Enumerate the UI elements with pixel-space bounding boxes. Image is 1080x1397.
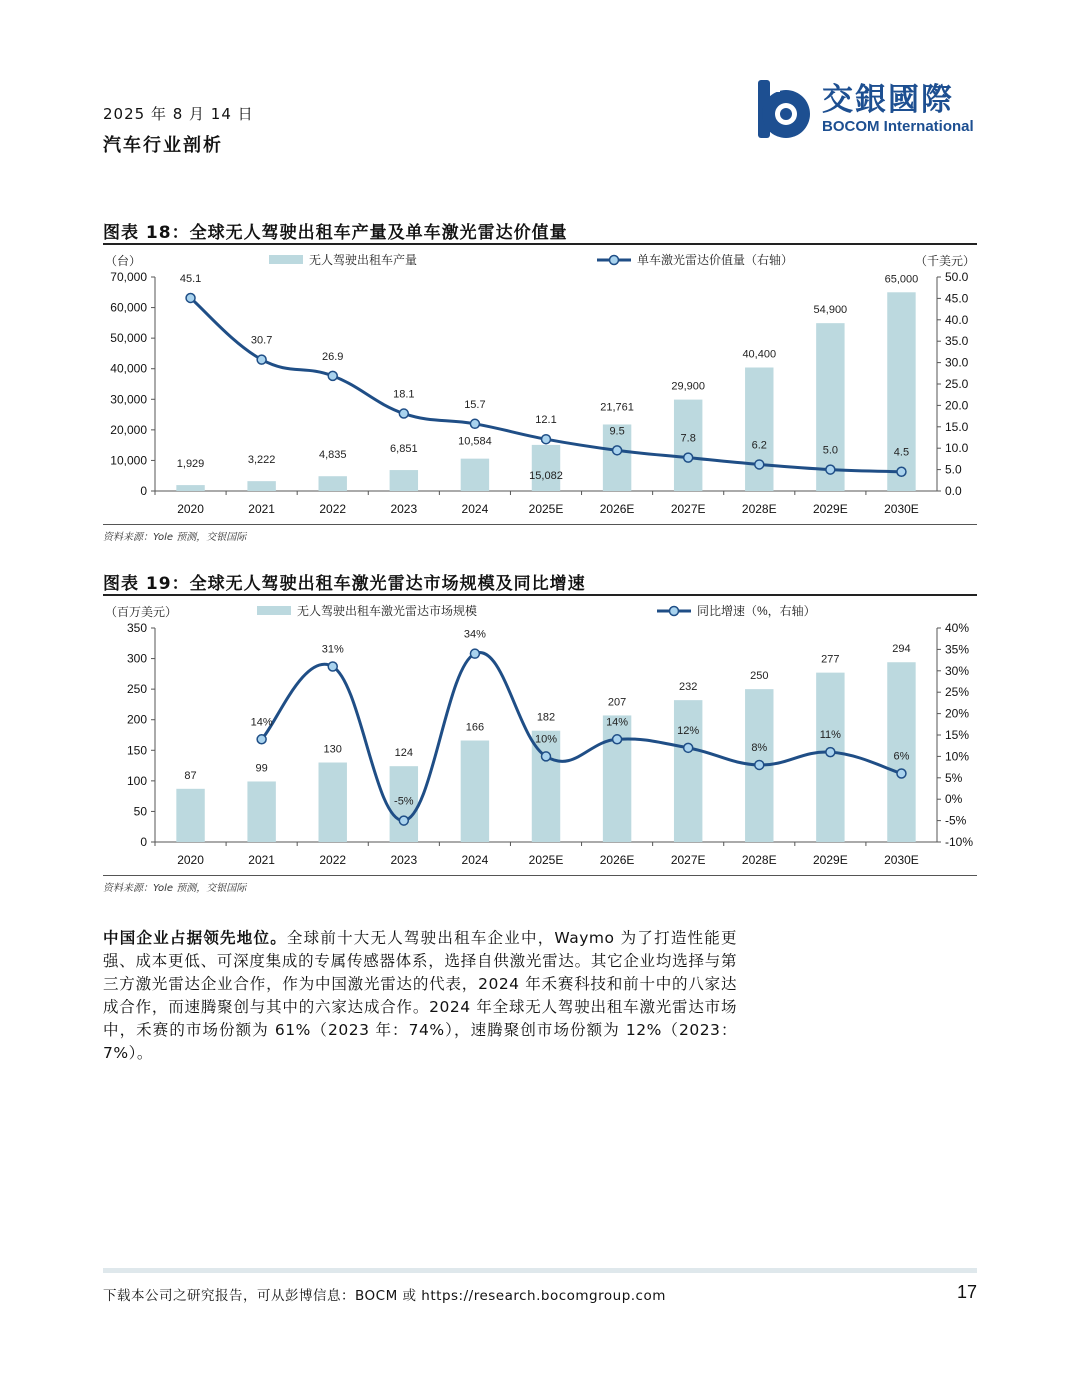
bar-value-label: 1,929 <box>176 458 205 471</box>
right-tick-label: 5% <box>945 770 963 785</box>
footer-bar <box>103 1268 977 1273</box>
line-marker <box>328 662 337 671</box>
bar <box>745 367 773 491</box>
left-tick-label: 0 <box>140 484 147 498</box>
line-marker <box>826 465 835 474</box>
figure-18-chart <box>103 245 977 523</box>
bar-value-label: 207 <box>607 696 627 709</box>
bar-value-label: 166 <box>465 721 485 734</box>
line-marker <box>755 760 764 769</box>
legend-line-marker <box>670 607 679 616</box>
right-tick-label: 25% <box>945 685 970 700</box>
line-value-label: 9.5 <box>609 425 625 438</box>
left-tick-label: 50,000 <box>110 331 147 346</box>
left-tick-label: 300 <box>126 651 147 666</box>
right-tick-label: 10% <box>945 749 970 764</box>
bar-value-label: 3,222 <box>247 454 276 467</box>
x-tick-label: 2023 <box>390 502 418 516</box>
bocom-logo <box>752 76 982 142</box>
right-tick-label: 45.0 <box>945 291 969 306</box>
right-tick-label: 30.0 <box>945 355 969 370</box>
left-tick-label: 200 <box>126 712 147 727</box>
line-value-label: 4.5 <box>893 446 910 459</box>
right-tick-label: 30% <box>945 663 970 678</box>
bar-value-label: 130 <box>323 743 342 756</box>
right-tick-label: 20.0 <box>945 398 969 413</box>
x-tick-label: 2024 <box>461 502 489 516</box>
bar-value-label: 250 <box>750 670 769 683</box>
left-tick-label: 0 <box>140 835 147 849</box>
line-value-label: 12% <box>677 724 700 737</box>
bar <box>176 789 204 842</box>
figure-19-chart <box>103 596 977 874</box>
bar-value-label: 15,082 <box>529 469 563 482</box>
line-value-label: 30.7 <box>250 334 273 347</box>
x-tick-label: 2022 <box>319 502 347 516</box>
x-tick-label: 2027E <box>670 853 706 867</box>
x-tick-label: 2023 <box>390 853 418 867</box>
line-marker <box>257 355 266 364</box>
x-tick-label: 2020 <box>177 502 204 516</box>
bar <box>319 763 347 842</box>
line-marker <box>328 371 337 380</box>
legend-bar-label: 无人驾驶出租车激光雷达市场规模 <box>297 604 478 618</box>
x-tick-label: 2025E <box>528 502 564 516</box>
left-tick-label: 40,000 <box>110 361 147 376</box>
left-tick-label: 10,000 <box>110 453 147 468</box>
x-tick-label: 2021 <box>248 853 275 867</box>
logo-english-text: BOCOM International <box>822 118 974 135</box>
line-value-label: -5% <box>394 795 414 808</box>
x-tick-label: 2028E <box>741 853 777 867</box>
left-axis-unit: （百万美元） <box>105 605 178 619</box>
logo-chinese-text: 交銀國際 <box>822 82 954 118</box>
line-marker <box>826 748 835 757</box>
left-tick-label: 250 <box>126 682 147 697</box>
line-marker <box>542 752 551 761</box>
paragraph-lead: 中国企业占据领先地位。 <box>103 929 287 947</box>
left-tick-label: 60,000 <box>110 300 147 315</box>
legend-line-label: 单车激光雷达价值量（右轴） <box>637 253 794 267</box>
legend-bar-swatch <box>257 606 291 615</box>
line-marker <box>897 769 906 778</box>
right-tick-label: -5% <box>945 813 967 828</box>
legend-bar-label: 无人驾驶出租车产量 <box>309 253 418 267</box>
line-marker <box>897 467 906 476</box>
left-tick-label: 350 <box>126 621 147 635</box>
line-value-label: 18.1 <box>393 388 415 401</box>
left-tick-label: 50 <box>133 804 147 819</box>
legend-line-label: 同比增速（%，右轴） <box>697 604 816 618</box>
line-value-label: 31% <box>321 643 344 656</box>
right-tick-label: 35.0 <box>945 334 969 349</box>
line-value-label: 6.2 <box>751 439 767 452</box>
bar-value-label: 182 <box>536 711 556 724</box>
right-tick-label: 50.0 <box>945 270 969 284</box>
right-tick-label: 15.0 <box>945 419 969 434</box>
right-tick-label: 10.0 <box>945 441 969 456</box>
x-tick-label: 2028E <box>741 502 777 516</box>
line-marker <box>257 735 266 744</box>
bar-value-label: 124 <box>394 747 413 760</box>
bocom-logo-icon <box>752 76 818 142</box>
bar-value-label: 99 <box>255 762 268 775</box>
bar <box>319 476 347 491</box>
footer-download-text: 下载本公司之研究报告，可从彭博信息：BOCM 或 https://research.bocomgroup.com <box>103 1288 666 1304</box>
line-value-label: 11% <box>819 729 841 742</box>
right-tick-label: 0% <box>945 792 963 807</box>
bar-value-label: 6,851 <box>390 443 418 456</box>
x-tick-label: 2029E <box>813 502 848 516</box>
legend-bar-swatch <box>269 255 303 264</box>
section-title: 汽车行业剖析 <box>103 135 223 156</box>
bar <box>176 485 204 491</box>
paragraph-body: 全球前十大无人驾驶出租车企业中，Waymo 为了打造性能更强、成本更低、可深度集成的专属传感器体系，选择自供激光雷达。其它企业均选择与第三方激光雷达企业合作，作为中国激光雷达的代表，2024 年禾赛科技和前十中的八家达成合作，而速腾聚创与其中的六家达成合作。2024 年全球无人驾驶出租车激光雷达市场中，禾赛的市场份额为 61%（2023 年：74%），速腾聚创市场份额为 12%（2023：7%）。 <box>103 929 737 1062</box>
right-tick-label: 20% <box>945 706 970 721</box>
bar-value-label: 277 <box>821 653 840 666</box>
figure-18-title: 图表 18：全球无人驾驶出租车产量及单车激光雷达价值量 <box>103 223 568 243</box>
x-tick-label: 2021 <box>248 502 275 516</box>
left-tick-label: 150 <box>126 743 147 758</box>
x-tick-label: 2027E <box>670 502 706 516</box>
bar <box>247 481 275 491</box>
figure-19-source: 资料来源：Yole 预测，交银国际 <box>103 883 247 894</box>
line-marker <box>470 419 479 428</box>
body-paragraph <box>103 927 737 1065</box>
left-tick-label: 30,000 <box>110 392 147 407</box>
legend-line-marker <box>610 256 619 265</box>
right-tick-label: 35% <box>945 642 970 657</box>
bar <box>674 700 702 842</box>
bar <box>461 459 489 491</box>
x-tick-label: 2022 <box>319 853 347 867</box>
right-tick-label: 15% <box>945 728 970 742</box>
line-marker <box>542 435 551 444</box>
figure-18-source: 资料来源：Yole 预测，交银国际 <box>103 532 247 543</box>
line-value-label: 8% <box>751 741 768 754</box>
series-line <box>262 653 902 821</box>
line-marker <box>613 735 622 744</box>
figure-19-title: 图表 19：全球无人驾驶出租车激光雷达市场规模及同比增速 <box>103 574 586 594</box>
right-tick-label: 25.0 <box>945 377 969 391</box>
line-value-label: 34% <box>463 628 486 641</box>
bar <box>247 781 275 842</box>
report-date: 2025 年 8 月 14 日 <box>103 105 254 123</box>
line-value-label: 15.7 <box>464 398 486 411</box>
x-tick-label: 2025E <box>528 853 564 867</box>
x-tick-label: 2029E <box>813 853 848 867</box>
figure-18-bottom-rule <box>103 524 977 525</box>
bar <box>674 400 702 491</box>
bar-value-label: 4,835 <box>318 449 347 462</box>
bar-value-label: 21,761 <box>600 401 634 414</box>
page-number: 17 <box>956 1282 977 1302</box>
bar <box>461 741 489 842</box>
x-tick-label: 2026E <box>599 853 635 867</box>
right-tick-label: 40% <box>945 621 970 635</box>
right-tick-label: 5.0 <box>945 462 962 477</box>
line-value-label: 14% <box>606 716 629 729</box>
line-value-label: 10% <box>534 733 558 746</box>
x-tick-label: 2020 <box>177 853 204 867</box>
x-tick-label: 2024 <box>461 853 489 867</box>
line-marker <box>399 816 408 825</box>
bar <box>390 470 418 491</box>
line-marker <box>684 743 693 752</box>
bar-value-label: 294 <box>892 643 911 656</box>
line-marker <box>186 293 195 302</box>
right-tick-label: 0.0 <box>945 484 962 498</box>
line-value-label: 7.8 <box>680 432 696 445</box>
bar-value-label: 29,900 <box>671 380 706 393</box>
bar-value-label: 65,000 <box>884 273 919 286</box>
line-marker <box>613 446 622 455</box>
x-tick-label: 2030E <box>884 853 919 867</box>
bar-value-label: 87 <box>184 769 197 782</box>
x-tick-label: 2030E <box>884 502 919 516</box>
figure-19-bottom-rule <box>103 875 977 876</box>
line-value-label: 5.0 <box>822 444 839 457</box>
x-tick-label: 2026E <box>599 502 635 516</box>
right-tick-label: -10% <box>945 835 974 849</box>
bar-value-label: 10,584 <box>458 435 492 448</box>
line-value-label: 26.9 <box>322 350 344 363</box>
bar-value-label: 54,900 <box>813 304 848 317</box>
bar-value-label: 232 <box>679 681 698 694</box>
line-value-label: 45.1 <box>179 272 202 285</box>
left-tick-label: 70,000 <box>110 270 147 284</box>
left-tick-label: 20,000 <box>110 422 147 437</box>
right-tick-label: 40.0 <box>945 312 969 327</box>
bar <box>532 445 560 491</box>
right-axis-unit: （千美元） <box>914 254 975 268</box>
line-marker <box>755 460 764 469</box>
line-marker <box>399 409 408 418</box>
line-value-label: 6% <box>893 750 910 763</box>
line-marker <box>470 649 479 658</box>
line-value-label: 12.1 <box>535 414 557 427</box>
left-tick-label: 100 <box>126 773 147 788</box>
bar-value-label: 40,400 <box>742 348 777 361</box>
left-axis-unit: （台） <box>105 254 142 268</box>
line-value-label: 14% <box>250 716 273 729</box>
bar <box>887 292 915 491</box>
line-marker <box>684 453 693 462</box>
